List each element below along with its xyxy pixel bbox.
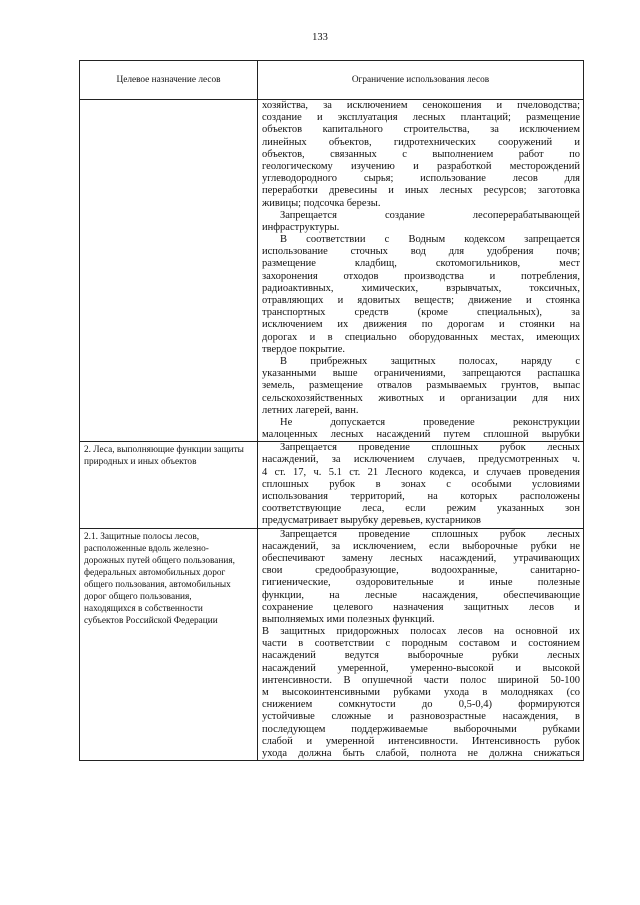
- restriction-line: интенсивности. В опушечной части полос шириной 50-100: [262, 674, 580, 686]
- restriction-line: сохранение целевого назначения защитных лесов и: [262, 601, 580, 613]
- restriction-line: ухода должна быть слабой, полнота не должна снижаться: [262, 747, 580, 759]
- restriction-line: захоронения отходов производства и потребления,: [262, 270, 580, 282]
- restriction-line: свои средообразующие, водоохранные, санитарно-: [262, 565, 580, 577]
- forest-purpose-line: федеральных автомобильных дорог: [84, 567, 226, 578]
- restriction-line: транспортных средств (кроме специальных), за: [262, 307, 580, 319]
- restriction-line: использование сточных вод для удобрения почв;: [262, 246, 580, 258]
- restriction-line: Не допускается проведение реконструкции: [280, 416, 580, 428]
- restriction-line: 4 ст. 17, ч. 5.1 ст. 21 Лесного кодекса, и случаев проведения: [262, 466, 580, 478]
- forest-purpose-line: дорог общего пользования,: [84, 591, 192, 602]
- restriction-line: устойчивые сложные и разновозрастные насаждения, в: [262, 711, 580, 723]
- forest-purpose-cell: [80, 100, 258, 442]
- forest-purpose-line: дорожных путей общего пользования,: [84, 555, 235, 566]
- restriction-line: насаждений ведутся выборочные рубки лесных: [262, 650, 580, 662]
- restriction-line: твердое покрытие.: [262, 343, 346, 355]
- restriction-line: использования территорий, на которых расположены: [262, 491, 580, 502]
- restriction-line: функции, на лесные насаждения, обеспечивающие: [262, 589, 580, 601]
- restriction-line: сельскохозяйственных животных и организации для них: [262, 392, 580, 404]
- restriction-line: насаждений, за исключением, если выборочные рубки не: [262, 540, 580, 552]
- restriction-line: Запрещается создание лесоперерабатывающей: [280, 209, 580, 221]
- restriction-cell: [258, 100, 584, 442]
- restriction-line: обеспечивают замену лесных насаждений, утрачивающих: [262, 552, 580, 564]
- restriction-line: переработки древесины и иных лесных ресурсов; заготовка: [262, 185, 580, 197]
- restriction-line: углеводородного сырья; использование лесов для: [262, 173, 580, 185]
- restriction-line: исключением их движения по дорогам и стоянки на: [262, 319, 580, 331]
- restriction-line: указанными выше ограничениями, запрещаются распашка: [262, 368, 580, 380]
- restriction-line: сплошных рубок в зонах с особыми условиями: [262, 478, 580, 490]
- header-forest-purpose: Целевое назначение лесов: [80, 61, 258, 100]
- restriction-line: снижением сомкнутости до 0,5-0,4) формируются: [262, 699, 580, 711]
- restriction-line: выполняемых ими полезных функций.: [262, 613, 435, 625]
- restriction-line: Запрещается проведение сплошных рубок лесных: [280, 442, 580, 454]
- table-header-row: [80, 61, 584, 100]
- restriction-line: летних лагерей, ванн.: [262, 404, 359, 416]
- page-number: 133: [312, 32, 328, 43]
- forest-purpose-line: расположенные вдоль железно-: [84, 543, 209, 554]
- forest-purpose-line: 2.1. Защитные полосы лесов,: [84, 531, 200, 542]
- forest-purpose-cell: [80, 528, 258, 761]
- restriction-line: земель, размещение отвалов размываемых грунтов, выпас: [262, 380, 580, 392]
- restriction-line: В соответствии с Водным кодексом запрещается: [280, 234, 580, 246]
- restriction-line: части в соответствии с породным составом и состоянием: [262, 638, 580, 650]
- restriction-line: объектов капитального строительства, за исключением: [262, 124, 580, 136]
- forest-purpose-line: субъектов Российской Федерации: [84, 615, 218, 626]
- forest-purpose-cell: [80, 442, 258, 528]
- header-usage-restrictions: Ограничение использования лесов: [258, 61, 584, 100]
- restriction-cell: [258, 442, 584, 528]
- forest-purpose-line: общего пользования, автомобильных: [84, 579, 231, 590]
- restriction-line: гигиенические, оздоровительные и иные полезные: [262, 577, 580, 589]
- forest-purpose-line: природных и иных объектов: [84, 457, 197, 468]
- restriction-line: геологическому изучению и разработкой месторождений: [262, 160, 580, 172]
- restriction-line: В прибрежных защитных полосах, наряду с: [280, 355, 580, 367]
- restriction-line: соответствующие леса, если режим указанных зон: [262, 503, 580, 515]
- restriction-line: дорогах и в специально оборудованных местах, имеющих: [262, 331, 580, 343]
- restriction-line: инфраструктуры.: [262, 221, 340, 233]
- restriction-line: малоценных лесных насаждений путем сплошной вырубки: [262, 429, 580, 441]
- restriction-line: живицы; подсочка березы.: [262, 197, 381, 209]
- restriction-line: В защитных придорожных полосах лесов на основной их: [262, 626, 580, 638]
- forest-purpose-line: находящихся в собственности: [84, 603, 203, 614]
- table-row: [80, 100, 584, 442]
- table-row: [80, 528, 584, 761]
- restriction-line: размещение кладбищ, скотомогильников, мест: [262, 258, 580, 270]
- restriction-line: отравляющих и ядовитых веществ; движение и стоянка: [262, 295, 580, 306]
- restriction-line: хозяйства, за исключением сенокошения и пчеловодства;: [262, 100, 580, 111]
- table-row: [80, 442, 584, 528]
- restriction-line: создание и эксплуатация лесных плантаций; размещение: [262, 112, 580, 124]
- restriction-line: м высокоинтенсивными рубками ухода в молодняках (со: [262, 687, 580, 698]
- restriction-line: слабой и умеренной интенсивности. Интенсивность рубок: [262, 735, 580, 747]
- restriction-line: насаждений умеренной, умеренно-высокой и высокой: [262, 662, 580, 674]
- restriction-line: объектов, связанных с выполнением работ по: [262, 148, 580, 160]
- restriction-line: предусматривает вырубку деревьев, кустарников: [262, 515, 481, 527]
- restriction-line: Запрещается проведение сплошных рубок лесных: [280, 528, 580, 540]
- restriction-line: последующем поддерживаемые выборочными рубками: [262, 723, 580, 735]
- forest-purpose-line: 2. Леса, выполняющие функции защиты: [84, 445, 244, 456]
- restrictions-table: [79, 60, 584, 761]
- restriction-line: радиоактивных, химических, взрывчатых, токсичных,: [262, 282, 580, 294]
- restriction-line: насаждений, за исключением случаев, предусмотренных ч.: [262, 454, 580, 466]
- restriction-line: линейных объектов, гидротехнических сооружений и: [262, 136, 580, 148]
- restriction-cell: [258, 528, 584, 761]
